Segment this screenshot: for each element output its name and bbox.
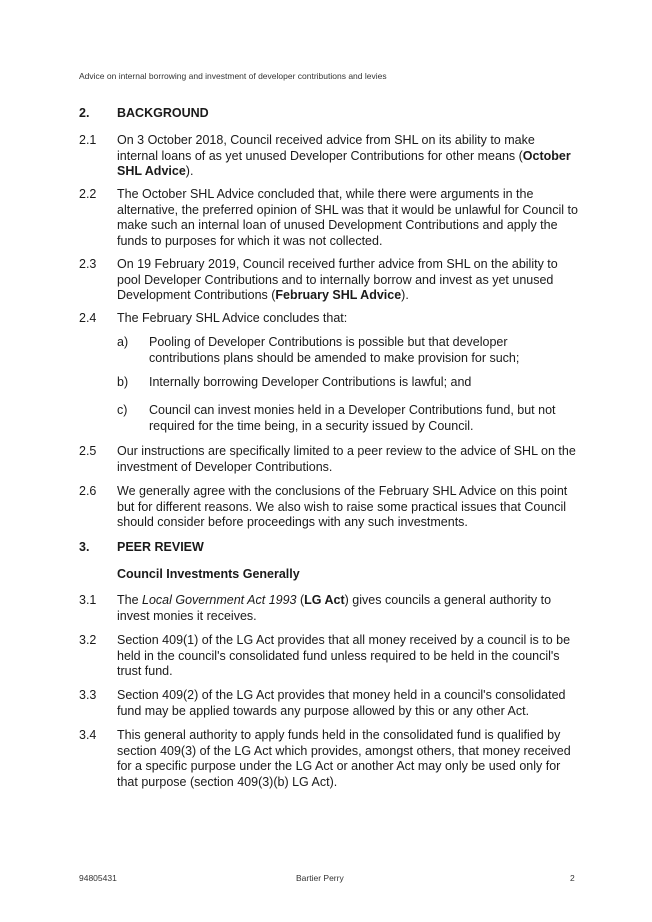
paragraph-text: The February SHL Advice concludes that: [117, 311, 348, 325]
paragraph-number: 2.6 [79, 484, 97, 498]
paragraph-2-1 [79, 133, 579, 180]
section-3-heading [79, 540, 204, 554]
defined-term: February SHL Advice [275, 288, 402, 302]
paragraph-number: 2.3 [79, 257, 97, 271]
paragraph-text-end: ). [401, 288, 409, 302]
defined-term: LG Act [304, 593, 345, 607]
paragraph-2-6 [79, 484, 579, 531]
paragraph-3-3 [79, 688, 579, 719]
subparagraph-text: Council can invest monies held in a Developer Contributions fund, but not required for the time being, in a security issued by Council. [149, 403, 556, 433]
paragraph-number: 2.5 [79, 444, 97, 458]
paragraph-2-2 [79, 187, 579, 249]
subparagraph-label: b) [117, 375, 129, 389]
subparagraph-b [117, 375, 579, 391]
defined-term: October SHL Advice [117, 148, 571, 178]
paragraph-text: This general authority to apply funds held in the consolidated fund is qualified by section 409(3) of the LG Act which provides, amongst others, that money received for a specific purpose under the LG Act or another Act may only be used only for that purpose (section 409(3)(b) LG Act). [117, 728, 571, 789]
paragraph-text: On 19 February 2019, Council received further advice from SHL on the ability to pool Developer Contributions and to internally borrow and invest as yet unused Development Contributions ( [117, 257, 558, 302]
paragraph-number: 2.2 [79, 187, 97, 201]
subheading: Council Investments Generally [117, 567, 300, 581]
paragraph-text: On 3 October 2018, Council received advice from SHL on its ability to make internal loans of as yet unused Developer Contributions for other means ( [117, 133, 535, 163]
paragraph-2-5 [79, 444, 579, 475]
section-title: PEER REVIEW [117, 540, 204, 554]
paragraph-number: 3.4 [79, 728, 97, 742]
paragraph-number: 3.3 [79, 688, 97, 702]
paragraph-text: We generally agree with the conclusions of the February SHL Advice on this point but for different reasons. We also wish to raise some practical issues that Council should consider before proceedings with any such investments. [117, 484, 568, 529]
paragraph-text-open: ( [296, 593, 305, 607]
paragraph-text: The [117, 593, 143, 607]
subparagraph-a [117, 335, 579, 366]
act-title: Local Government Act 1993 [142, 593, 297, 607]
paragraph-2-4 [79, 311, 579, 327]
paragraph-number: 3.1 [79, 593, 97, 607]
paragraph-number: 2.4 [79, 311, 97, 325]
paragraph-number: 2.1 [79, 133, 97, 147]
paragraph-text-end: ). [185, 164, 194, 178]
paragraph-3-2 [79, 633, 579, 680]
subparagraph-label: c) [117, 403, 128, 417]
footer-page-number: 2 [570, 873, 575, 883]
footer-firm-name: Bartier Perry [296, 873, 344, 883]
running-header: Advice on internal borrowing and investment of developer contributions and levies [79, 71, 387, 81]
paragraph-2-3 [79, 257, 579, 304]
paragraph-3-4 [79, 728, 579, 790]
section-title: BACKGROUND [117, 106, 209, 120]
paragraph-number: 3.2 [79, 633, 97, 647]
paragraph-3-1 [79, 593, 579, 624]
section-2-heading [79, 106, 209, 120]
footer-doc-id: 94805431 [79, 873, 117, 883]
subparagraph-label: a) [117, 335, 129, 349]
paragraph-text: Section 409(2) of the LG Act provides that money held in a council's consolidated fund may be applied towards any purpose allowed by this or any other Act. [117, 688, 566, 718]
paragraph-text: Section 409(1) of the LG Act provides that all money received by a council is to be held in the council's consolidated fund unless required to be held in the council's trust fund. [117, 633, 571, 678]
paragraph-text: The October SHL Advice concluded that, while there were arguments in the alternative, the preferred opinion of SHL was that it would be unlawful for Council to make such an internal loan of unused Development Contributions and apply the funds to purposes for which it was not collected. [117, 187, 578, 248]
subparagraph-c [117, 403, 579, 434]
paragraph-text: Our instructions are specifically limited to a peer review to the advice of SHL on the investment of Developer Contributions. [117, 444, 576, 474]
subparagraph-text: Internally borrowing Developer Contributions is lawful; and [149, 375, 472, 389]
paragraph-text-end: ) gives councils a general authority to invest monies it receives. [117, 593, 552, 623]
section-number: 2. [79, 106, 90, 120]
subparagraph-text: Pooling of Developer Contributions is possible but that developer contributions plans should be amended to make provision for such; [149, 335, 520, 365]
section-number: 3. [79, 540, 90, 554]
